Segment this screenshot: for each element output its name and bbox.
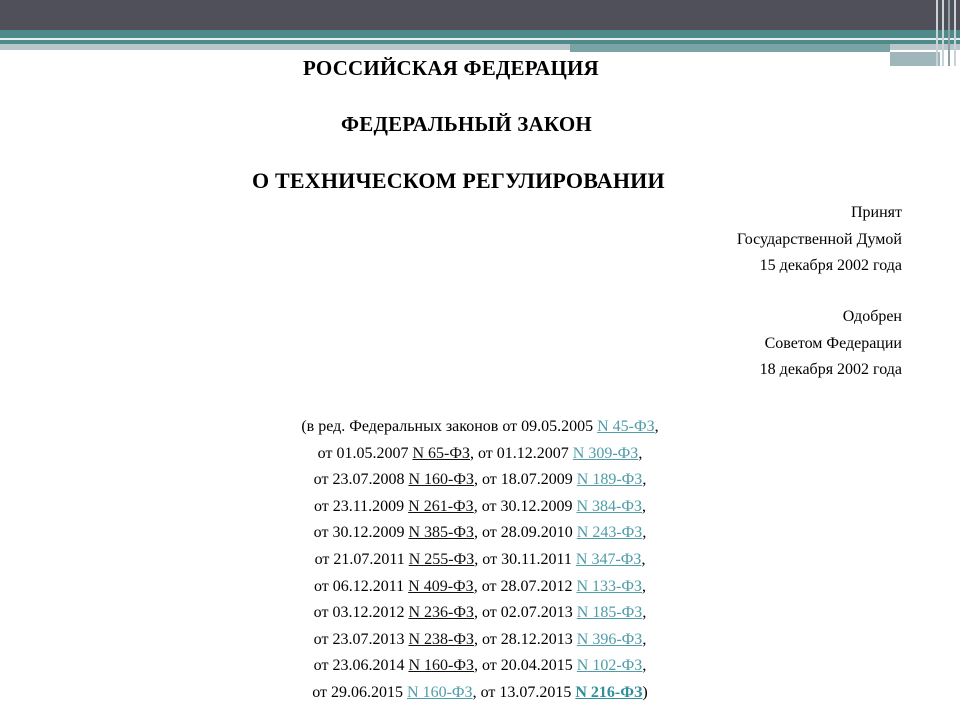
amendment-law-link[interactable]: N 309-ФЗ bbox=[572, 444, 639, 462]
amendment-text: , bbox=[642, 657, 647, 675]
amendment-text: , bbox=[642, 630, 647, 648]
amendment-law-link[interactable]: N 216-ФЗ bbox=[575, 683, 643, 701]
amendment-text: , bbox=[654, 418, 659, 435]
amendment-line bbox=[200, 574, 760, 601]
approved-by-council bbox=[760, 304, 902, 384]
amendment-line bbox=[200, 600, 760, 627]
amendment-text: , от 30.12.2009 bbox=[473, 497, 577, 515]
amendment-text: , от 02.07.2013 bbox=[474, 604, 577, 622]
country-heading: РОССИЙСКАЯ ФЕДЕРАЦИЯ bbox=[303, 56, 599, 80]
amendment-law-link[interactable]: N 409-ФЗ bbox=[408, 577, 474, 595]
amendment-text: , bbox=[642, 524, 647, 542]
amendment-text: , bbox=[641, 550, 646, 568]
amendment-line bbox=[200, 627, 760, 654]
amendment-text: , bbox=[642, 471, 647, 489]
amendment-line bbox=[200, 467, 760, 494]
amendment-text: от 06.12.2011 bbox=[313, 577, 409, 595]
amendment-text: , bbox=[642, 604, 647, 622]
amendment-law-link[interactable]: N 238-ФЗ bbox=[408, 630, 474, 648]
amendment-text: от 03.12.2012 bbox=[313, 604, 409, 622]
law-title: О ТЕХНИЧЕСКОМ РЕГУЛИРОВАНИИ bbox=[252, 168, 665, 193]
amendment-law-link[interactable]: N 347-ФЗ bbox=[575, 550, 642, 568]
amendment-text: , от 28.09.2010 bbox=[474, 524, 577, 542]
amendment-law-link[interactable]: N 396-ФЗ bbox=[576, 630, 643, 648]
amendment-law-link[interactable]: N 160-ФЗ bbox=[408, 471, 474, 489]
amendment-text: от 23.06.2014 bbox=[313, 657, 409, 675]
amendment-line bbox=[200, 414, 760, 441]
amendment-law-link[interactable]: N 385-ФЗ bbox=[408, 524, 474, 542]
amendment-text: , от 20.04.2015 bbox=[474, 657, 577, 675]
amendment-law-link[interactable]: N 261-ФЗ bbox=[408, 497, 474, 515]
header-band-dark bbox=[0, 0, 960, 30]
doc-type-heading: ФЕДЕРАЛЬНЫЙ ЗАКОН bbox=[341, 112, 592, 136]
amendment-law-link[interactable]: N 236-ФЗ bbox=[408, 604, 474, 622]
header-band-teal bbox=[0, 30, 960, 44]
amendment-text: от 01.05.2007 bbox=[317, 444, 413, 462]
amendment-law-link[interactable]: N 102-ФЗ bbox=[576, 657, 643, 675]
approved-line-2: Советом Федерации bbox=[764, 334, 902, 352]
amendment-law-link[interactable]: N 255-ФЗ bbox=[408, 550, 475, 568]
header-band-step-small bbox=[890, 52, 940, 66]
amendment-text: от 23.11.2009 bbox=[313, 497, 409, 515]
amendment-law-link[interactable]: N 65-ФЗ bbox=[412, 444, 470, 462]
amendment-text: , от 28.12.2013 bbox=[474, 630, 577, 648]
amendment-text: от 30.12.2009 bbox=[313, 524, 409, 542]
amendment-text: ) bbox=[642, 683, 648, 701]
approved-date: 18 декабря 2002 года bbox=[759, 361, 902, 378]
amendment-text: (в ред. Федеральных законов от 09.05.2005 bbox=[301, 418, 598, 435]
amendment-text: , от 18.07.2009 bbox=[474, 471, 577, 489]
amendment-text: от 23.07.2008 bbox=[313, 471, 409, 489]
adopted-line-2: Государственной Думой bbox=[736, 230, 902, 248]
header-band-line bbox=[0, 38, 960, 40]
amendment-text: от 29.06.2015 bbox=[312, 683, 408, 701]
amendments-list bbox=[200, 414, 760, 707]
amendment-line bbox=[200, 680, 760, 707]
header-band-step bbox=[570, 44, 890, 52]
approved-line-1: Одобрен bbox=[842, 308, 902, 325]
amendment-law-link[interactable]: N 45-ФЗ bbox=[597, 418, 655, 435]
amendment-law-link[interactable]: N 160-ФЗ bbox=[408, 657, 474, 675]
adopted-line-1: Принят bbox=[850, 204, 902, 221]
adopted-date: 15 декабря 2002 года bbox=[759, 257, 902, 274]
amendment-text: , от 13.07.2015 bbox=[472, 683, 576, 701]
amendment-text: , bbox=[642, 497, 647, 515]
amendment-line bbox=[200, 441, 760, 468]
amendment-line bbox=[200, 653, 760, 680]
amendment-text: , от 30.11.2011 bbox=[474, 550, 576, 568]
amendment-text: , bbox=[638, 444, 643, 462]
amendment-line bbox=[200, 494, 760, 521]
amendment-text: , от 01.12.2007 bbox=[470, 444, 573, 462]
amendment-line bbox=[200, 547, 760, 574]
amendment-text: , от 28.07.2012 bbox=[473, 577, 577, 595]
amendment-law-link[interactable]: N 243-ФЗ bbox=[576, 524, 643, 542]
adopted-by-duma bbox=[737, 200, 902, 280]
amendment-law-link[interactable]: N 160-ФЗ bbox=[407, 683, 473, 701]
amendment-line bbox=[200, 520, 760, 547]
amendment-law-link[interactable]: N 384-ФЗ bbox=[576, 497, 643, 515]
amendment-law-link[interactable]: N 189-ФЗ bbox=[576, 471, 643, 489]
amendment-law-link[interactable]: N 133-ФЗ bbox=[576, 577, 643, 595]
amendment-text: , bbox=[642, 577, 647, 595]
amendment-law-link[interactable]: N 185-ФЗ bbox=[576, 604, 643, 622]
amendment-text: от 21.07.2011 bbox=[314, 550, 409, 568]
header-vertical-stripes bbox=[934, 0, 960, 66]
amendment-text: от 23.07.2013 bbox=[313, 630, 409, 648]
